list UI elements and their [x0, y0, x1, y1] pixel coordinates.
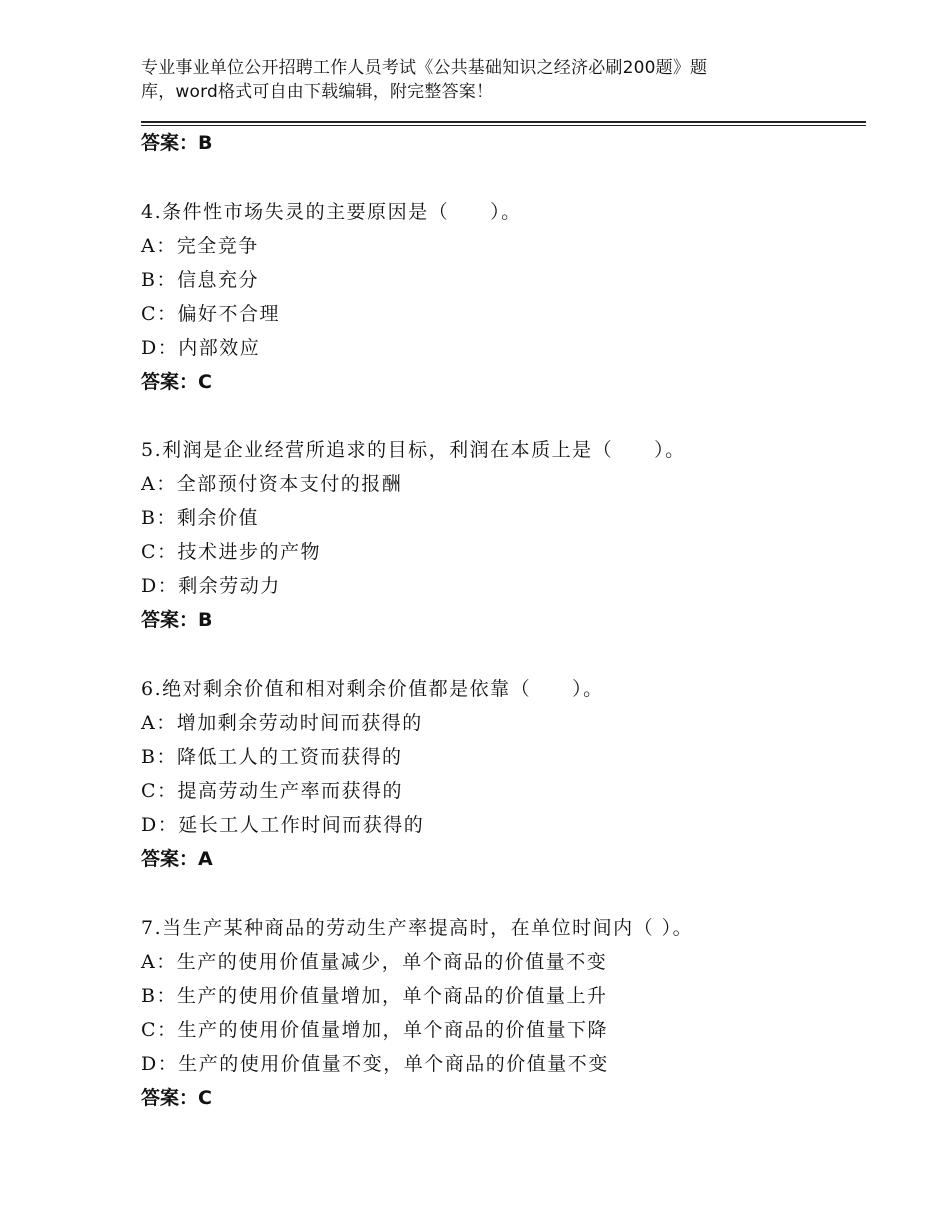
option-d: D：内部效应	[141, 337, 261, 359]
question-title: 6.绝对剩余价值和相对剩余价值都是依靠（ ）。	[141, 678, 604, 700]
option-a: A：生产的使用价值量减少，单个商品的价值量不变	[141, 951, 608, 973]
question-answer: 答案：B	[141, 609, 213, 631]
previous-question-answer: 答案：B	[141, 132, 213, 154]
question-answer: 答案：C	[141, 1087, 212, 1109]
option-b: B：生产的使用价值量增加，单个商品的价值量上升	[141, 985, 608, 1007]
option-c: C：偏好不合理	[141, 303, 281, 325]
question-title: 4.条件性市场失灵的主要原因是（ ）。	[141, 201, 522, 223]
question-title: 5.利润是企业经营所追求的目标，利润在本质上是（ ）。	[141, 439, 686, 461]
option-c: C：生产的使用价值量增加，单个商品的价值量下降	[141, 1019, 609, 1041]
question-title: 7.当生产某种商品的劳动生产率提高时，在单位时间内（ ）。	[141, 917, 694, 939]
header-divider-thick	[141, 121, 866, 123]
header-line-2: 库，word格式可自由下载编辑，附完整答案！	[141, 82, 494, 102]
option-a: A：完全竞争	[141, 235, 259, 257]
question-7	[141, 916, 693, 1110]
question-answer: 答案：A	[141, 848, 213, 870]
option-c: C：技术进步的产物	[141, 541, 322, 563]
header-line-1: 专业事业单位公开招聘工作人员考试《公共基础知识之经济必刷200题》题	[141, 58, 708, 78]
option-b: B：剩余价值	[141, 507, 259, 529]
question-6	[141, 677, 604, 871]
question-answer: 答案：C	[141, 371, 212, 393]
header-divider-thin	[141, 125, 866, 126]
question-5	[141, 438, 686, 632]
option-d: D：生产的使用价值量不变，单个商品的价值量不变	[141, 1053, 609, 1075]
option-a: A：全部预付资本支付的报酬	[141, 473, 403, 495]
question-4	[141, 200, 522, 394]
option-d: D：剩余劳动力	[141, 575, 281, 597]
option-b: B：信息充分	[141, 269, 259, 291]
option-c: C：提高劳动生产率而获得的	[141, 780, 404, 802]
option-d: D：延长工人工作时间而获得的	[141, 814, 425, 836]
option-b: B：降低工人的工资而获得的	[141, 746, 403, 768]
document-header	[141, 56, 781, 104]
option-a: A：增加剩余劳动时间而获得的	[141, 712, 423, 734]
